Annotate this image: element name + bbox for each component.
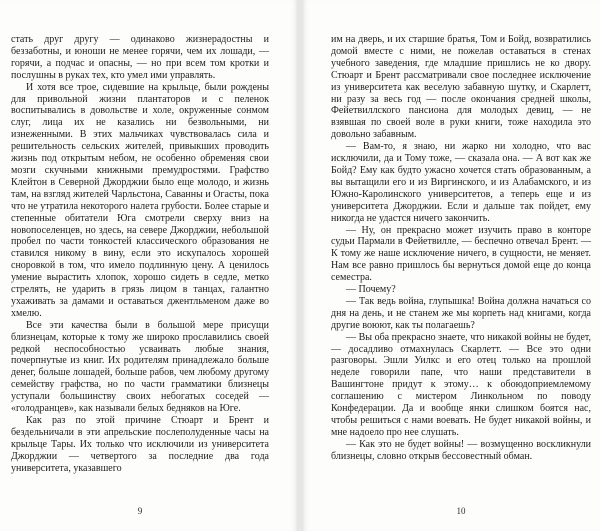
paragraph: — Так ведь война, глупышка! Война должна начаться со дня на день, и не станем же мы корпеть над книгами, когда другие воюют, как ты полагаешь? — [331, 295, 591, 331]
paragraph: — Как это не будет войны! — возмущенно воскликнули близнецы, словно открыв бессовестный обман. — [331, 438, 591, 462]
page-right-number: 10 — [456, 506, 466, 516]
page-right-text — [331, 34, 591, 463]
paragraph: — Вам-то, я знаю, ни жарко ни холодно, что вас исключили, да и Тому тоже, — сказала она. — А вот как же Бойд? Ему как будто ужасно хочется стать образованным, а вы вытащили его и из Виргинского, и из Алабамского, и из Южно-Каролинского университетов, а теперь еще и из университета Джорджии. Если и дальше так пойдет, ему никогда не удастся ничего закончить. — [331, 141, 591, 224]
page-right[interactable] — [302, 0, 600, 531]
paragraph: — Вы оба прекрасно знаете, что никакой войны не будет, — досадливо отмахнулась Скарлетт. — Все это одни разговоры. Эшли Уилкс и его отец только на прошлой неделе говорили папе, что наши представители в Вашингтоне придут к этому… к обоюдоприемлемому соглашению с мистером Линкольном по поводу Конфедерации. Да и вообще янки слишком боятся нас, чтобы решиться с нами воевать. Не будет никакой войны, и мне надоело про нее слушать. — [331, 331, 591, 438]
paragraph: стать друг другу — одинаково жизнерадостны и беззаботны, и юноши не менее горячи, чем их лошади, — горячи, а подчас и опасны, — но при всем том кротки и послушны в руках тех, кто умел ими управлять. — [11, 34, 269, 81]
paragraph: им на дверь, и их старшие братья, Том и Бойд, возвратились домой вместе с ними, не пожелав оставаться в стенах учебного заведения, где младшие пришлись не ко двору. Стюарт и Брент рассматривали свое последнее исключение из университета как веселую забавную шутку, и Скарлетт, ни разу за весь год — после окончания средней школы, Фейетвиллского пансиона для молодых девиц, — не взявшая по своей воле в руки книги, тоже находила это довольно забавным. — [331, 34, 591, 141]
paragraph: И хотя все трое, сидевшие на крыльце, были рождены для привольной жизни плантаторов и с пеленок воспитывались в довольстве и холе, окруженные сонмом слуг, лица их не казались ни безвольными, ни изнеженными. В этих мальчиках чувствовалась сила и решительность сельских жителей, привыкших проводить жизнь под открытым небом, не особенно обременяя свои мозги скучными книжными премудростями. Графство Клейтон в Северной Джорджии было еще молодо, и жизнь там, на взгляд жителей Чарльстона, Саванны и Огасты, пока что не утратила некоторого налета грубости. Более старые и степенные обитатели Юга смотрели сверху вниз на новопоселенцев, но здесь, на севере Джорджии, небольшой пробел по части тонкостей классического образования не ставился никому в вину, если это искупалось хорошей сноровкой в том, что имело подлинную цену. А ценилось умение вырастить хлопок, хорошо сидеть в седле, метко стрелять, не ударить в грязь лицом в танцах, галантно ухаживать за дамами и оставаться джентльменом даже во хмелю. — [11, 81, 269, 319]
paragraph: Как раз по этой причине Стюарт и Брент и бездельничали в эти апрельские послеполуденные часы на крыльце Тары. Их только что исключили из университета Джорджии — четвертого за последние два года университета, указавшего — [11, 415, 269, 474]
page-left[interactable] — [0, 0, 298, 531]
paragraph: — Почему? — [346, 284, 396, 296]
paragraph: Все эти качества были в большой мере присущи близнецам, которые к тому же широко прославились своей редкой неспособностью усваивать любые знания, почерпнутые из книг. Их родителям принадлежало больше денег, больше лошадей, больше рабов, чем любому другому семейству графства, но по части грамматики близнецы уступали большинству своих небогатых соседей — «голодранцев», как называли белых бедняков на Юге. — [11, 319, 269, 415]
paragraph: — Ну, он прекрасно может изучить право в конторе судьи Пармали в Фейетвилле, — беспечно отвечал Брент. — К тому же наше исключение ничего, в сущности, не меняет. Нам все равно пришлось бы вернуться домой еще до конца семестра. — [331, 224, 591, 284]
page-left-number: 9 — [137, 506, 143, 516]
page-left-text — [11, 34, 269, 475]
